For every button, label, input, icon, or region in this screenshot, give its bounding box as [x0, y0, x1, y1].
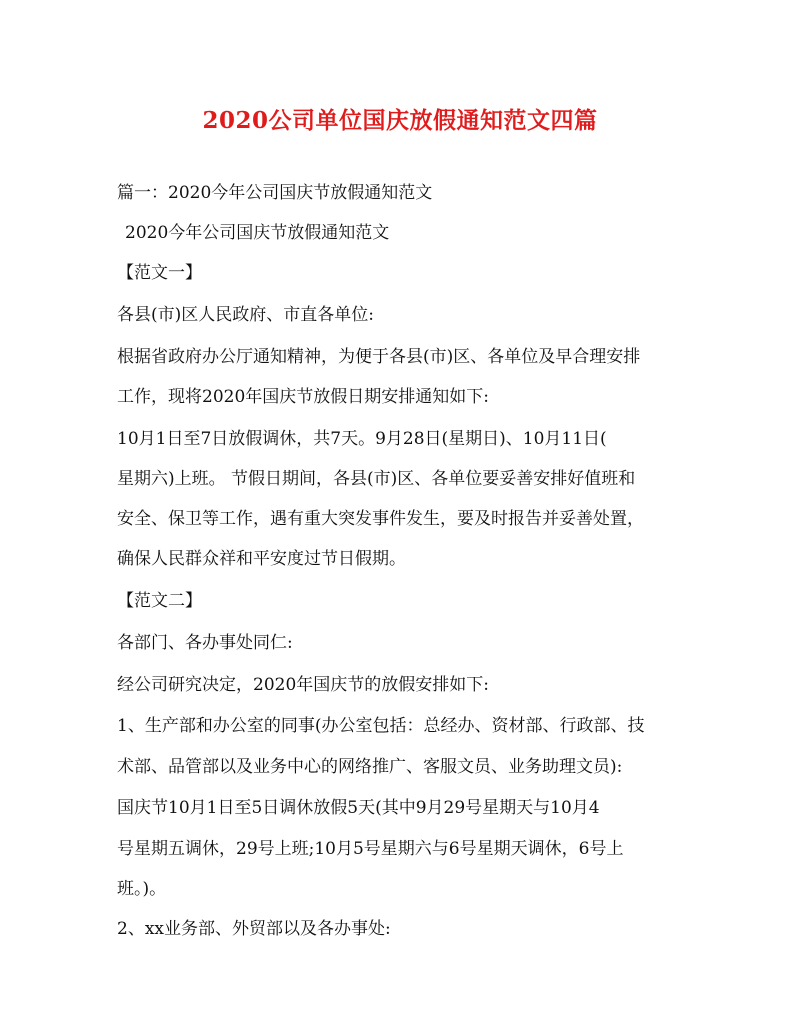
- paragraph-line: 经公司研究决定，2020年国庆节的放假安排如下:: [117, 675, 489, 695]
- section-heading-part-one: 篇一：2020今年公司国庆节放假通知范文: [117, 183, 433, 203]
- sample-two-heading: 【范文二】: [117, 591, 202, 611]
- paragraph-line: 各县(市)区人民政府、市直各单位:: [117, 305, 374, 325]
- paragraph-line: 1、生产部和办公室的同事(办公室包括：总经办、资材部、行政部、技: [117, 716, 645, 736]
- paragraph-line: 国庆节10月1日至5日调休放假5天(其中9月29号星期天与10月4: [117, 798, 600, 818]
- paragraph-line: 根据省政府办公厅通知精神，为便于各县(市)区、各单位及早合理安排: [117, 347, 641, 367]
- sample-one-heading: 【范文一】: [117, 263, 202, 283]
- paragraph-line: 各部门、各办事处同仁:: [117, 633, 293, 653]
- paragraph-line: 工作，现将2020年国庆节放假日期安排通知如下:: [117, 387, 489, 407]
- subheading: 2020今年公司国庆节放假通知范文: [125, 223, 390, 243]
- paragraph-line: 10月1日至7日放假调休，共7天。9月28日(星期日)、10月11日(: [117, 429, 607, 449]
- paragraph-line: 术部、品管部以及业务中心的网络推广、客服文员、业务助理文员):: [117, 757, 623, 777]
- paragraph-line: 班。)。: [117, 879, 167, 899]
- paragraph-line: 星期六)上班。 节假日期间，各县(市)区、各单位要妥善安排好值班和: [117, 469, 636, 489]
- document-title: 2020公司单位国庆放假通知范文四篇: [202, 107, 598, 134]
- paragraph-line: 2、xx业务部、外贸部以及各办事处:: [117, 919, 391, 939]
- paragraph-line: 安全、保卫等工作，遇有重大突发事件发生，要及时报告并妥善处置，: [117, 509, 644, 529]
- paragraph-line: 确保人民群众祥和平安度过节日假期。: [117, 549, 406, 569]
- paragraph-line: 号星期五调休，29号上班;10月5号星期六与6号星期天调休，6号上: [117, 839, 624, 859]
